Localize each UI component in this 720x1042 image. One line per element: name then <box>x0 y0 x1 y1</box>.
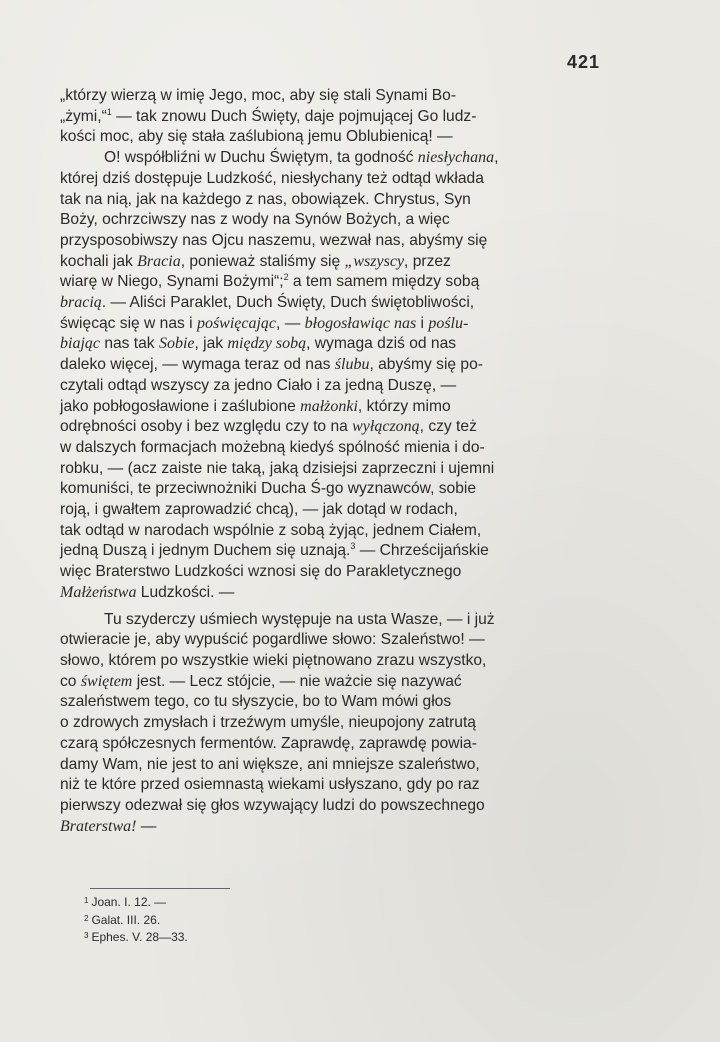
italic-text: niesłychana <box>417 149 495 167</box>
text-run: a tem samem między sobą <box>288 273 480 291</box>
footnote-rule <box>90 888 230 889</box>
italic-text: poświęcając <box>196 314 277 332</box>
italic-text: bracią <box>60 294 102 312</box>
page-number: 421 <box>566 52 600 72</box>
footnote-number: 3 <box>84 931 89 940</box>
text-run: , wymaga dziś od nas daleko więcej, — wymaga teraz od nas <box>60 335 457 374</box>
italic-text: „wszyscy <box>344 252 405 270</box>
italic-text: błogosławiąc nas <box>304 314 417 332</box>
footnote-number: 2 <box>84 913 89 923</box>
footnote-ref: 1 <box>106 106 112 117</box>
text-run: i <box>416 314 429 332</box>
body-text <box>60 86 594 837</box>
text-run: , abyśmy się po- czytali odtąd wszyscy za jedno Ciało i za jedną Duszę, — jako pobłogosławione i zaślubione <box>60 356 483 415</box>
text-run: , czy też w dalszych formacjach możebną kiedyś spólność mienia i do- robku, — (acz zaiste nie taką, jaką dzisiejsi zaprzeczni i ujemni komuniści, te przeciwnożniki Ducha Ś-go wyznawców, sobie roją, i gwałtem zaprowadzić chcą), — jak dotąd w rodach, tak odtąd w narodach wspólnie z sobą żyjąc, jednem Ciałem, jedną Duszą i jednym Duchem się uznają. <box>60 418 495 560</box>
italic-text: wyłączoną <box>352 418 420 436</box>
footnote-number: 1 <box>84 896 89 905</box>
footnote <box>84 911 188 929</box>
text-run: O! współbliźni w Duchu Świętym, ta godność <box>104 149 418 167</box>
italic-text: ślubu <box>334 356 370 374</box>
text-run: — <box>136 817 157 835</box>
text-run: , jak <box>194 335 228 353</box>
italic-text: świętem <box>80 672 133 690</box>
italic-text: Małżeństwa <box>60 583 137 601</box>
footnotes <box>84 893 188 946</box>
text-run: , ponieważ staliśmy się <box>180 252 345 270</box>
italic-text: Bracia <box>137 252 181 270</box>
text-run: — Chrześcijańskie więc Braterstwo Ludzkości wznosi się do Parakletycznego <box>60 542 489 581</box>
footnote-text: Joan. I. 12. — <box>91 895 167 909</box>
paragraph <box>60 148 594 603</box>
text-run: , którzy mimo odrębności osoby i bez względu czy to na <box>60 397 451 436</box>
italic-text: poślu- biając <box>60 314 469 353</box>
footnote-text: Galat. III. 26. <box>91 912 161 927</box>
footnote <box>84 928 188 946</box>
italic-text: między sobą <box>227 335 307 353</box>
italic-text: Braterstwa! <box>60 817 137 835</box>
italic-text: Sobie <box>158 335 195 353</box>
footnote-text: Ephes. V. 28—33. <box>91 930 188 944</box>
text-run: Ludzkości. — <box>136 583 235 601</box>
footnote-ref: 2 <box>283 272 289 283</box>
text-run: , której dziś dostępuje Ludzkość, niesłychany też odtąd wkłada tak na nią, jak na każdego z nas, obowiązek. Chrystus, Syn Boży, ochrzciwszy nas z wody na Synów Bożych, a więc przysposobiwszy nas Ojcu naszemu, wezwał nas, abyśmy się kochali jak <box>60 149 499 270</box>
footnote <box>84 893 188 911</box>
text-run: nas tak <box>100 335 159 353</box>
footnote-ref: 3 <box>350 541 356 552</box>
text-run: , przez wiarę w Niego, Synami Bożymi“; <box>60 252 451 291</box>
text-run: . — Aliści Paraklet, Duch Święty, Duch świętobliwości, święcąc się w nas i <box>60 294 475 332</box>
italic-text: małżonki <box>300 397 358 415</box>
text-run: , — <box>276 314 305 332</box>
text-run: „którzy wierzą w imię Jego, moc, aby się stali Synami Bo- „żymi,“ <box>60 87 457 125</box>
paragraph <box>60 610 594 838</box>
text-run: — tak znowu Duch Święty, daje pojmującej Go ludz- kości moc, aby się stała zaślubioną jemu Oblubienicą! — <box>60 107 477 146</box>
text-run: Tu szyderczy uśmiech występuje na usta Wasze, — i już otwieracie je, aby wypuścić pogardliwe słowo: Szaleństwo! — słowo, którem po wszystkie wieki piętnowano zrazu wszystko, co <box>60 610 495 690</box>
paragraph <box>60 86 594 148</box>
text-run: jest. — Lecz stójcie, — nie ważcie się nazywać szaleństwem tego, co tu słyszycie, bo to Wam mówi głos o zdrowych zmysłach i trzeźwym umyśle, nieupojony zatrutą czarą spółczesnych fermentów. Zaprawdę, zaprawdę powia- damy Wam, nie jest to ani większe, ani mniejsze szaleństwo, niż te które przed osiemnastą wiekami usłyszano, gdy po raz pierwszy odezwał się głos wzywający ludzi do powszechnego <box>60 672 485 814</box>
